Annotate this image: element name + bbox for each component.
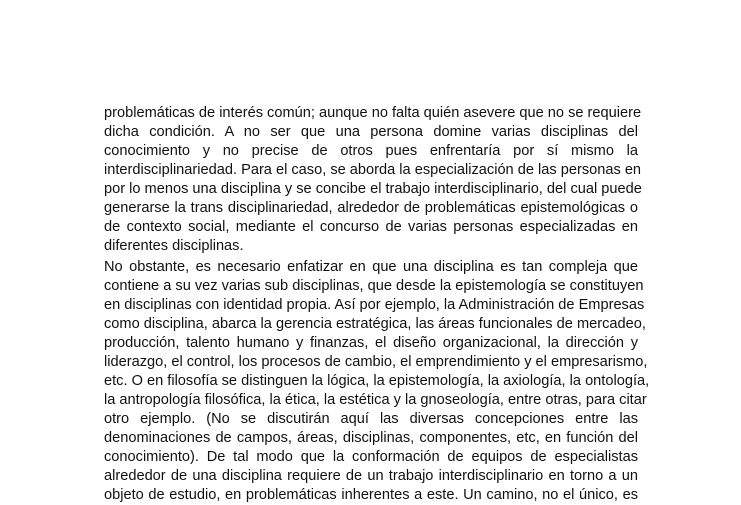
paragraph-line: otro ejemplo. (No se discutirán aquí las diversas concepciones entre las bbox=[104, 411, 638, 427]
paragraph-line: en disciplinas con identidad propia. Así por ejemplo, la Administración de Empresas bbox=[104, 297, 645, 313]
paragraph-line: problemáticas de interés común; aunque no falta quién asevere que no se requiere bbox=[104, 105, 642, 121]
paragraph-line: dicha condición. A no ser que una persona domine varias disciplinas del bbox=[104, 124, 638, 140]
paragraph-line: alrededor de una disciplina requiere de un trabajo interdisciplinario en torno a un bbox=[104, 468, 638, 484]
paragraph-line: por lo menos una disciplina y se concibe el trabajo interdisciplinario, del cual puede bbox=[104, 181, 642, 197]
paragraph-line: contiene a su vez varias sub disciplinas, que desde la epistemología se constituyen bbox=[104, 278, 644, 294]
paragraph-line: etc. O en filosofía se distinguen la lógica, la epistemología, la axiología, la ontología, bbox=[104, 373, 650, 389]
paragraph-line: generarse la trans disciplinariedad, alrededor de problemáticas epistemológicas o bbox=[104, 200, 638, 216]
paragraph-line: denominaciones de campos, áreas, disciplinas, componentes, etc, en función del bbox=[104, 430, 638, 446]
paragraph-line: de contexto social, mediante el concurso de varias personas especializadas en bbox=[104, 219, 638, 235]
paragraph-line: conocimiento). De tal modo que la conformación de equipos de especialistas bbox=[104, 449, 638, 465]
paragraph-line: diferentes disciplinas. bbox=[104, 238, 244, 254]
paragraph-line: liderazgo, el control, los procesos de cambio, el emprendimiento y el empresarismo, bbox=[104, 354, 648, 370]
paragraph-line: conocimiento y no precise de otros pues enfrentaría por sí mismo la bbox=[104, 143, 638, 159]
paragraph-line: la antropología filosófica, la ética, la estética y la gnoseología, entre otras, para citar bbox=[104, 392, 647, 408]
paragraph-line: como disciplina, abarca la gerencia estratégica, las áreas funcionales de mercadeo, bbox=[104, 316, 646, 332]
paragraph-line: interdisciplinariedad. Para el caso, se aborda la especialización de las personas en bbox=[104, 162, 642, 178]
paragraph-line: producción, talento humano y finanzas, el diseño organizacional, la dirección y bbox=[104, 335, 638, 351]
paragraph-line: objeto de estudio, en problemáticas inherentes a este. Un camino, no el único, es bbox=[104, 487, 638, 503]
paragraph-line: No obstante, es necesario enfatizar en que una disciplina es tan compleja que bbox=[104, 259, 638, 275]
